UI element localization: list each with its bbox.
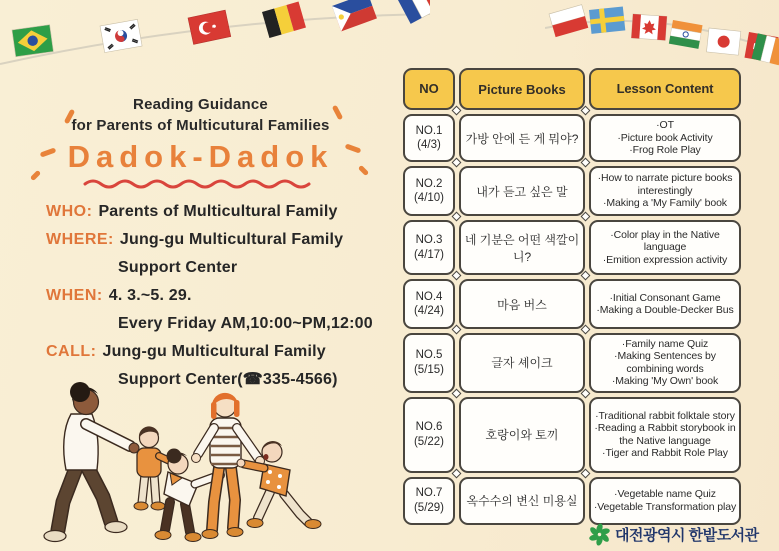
info-when: [46, 282, 401, 310]
table-row: [403, 333, 741, 393]
library-logo: [588, 523, 759, 546]
info-where: [46, 226, 401, 254]
info-who-text: Parents of Multicultural Family: [98, 203, 338, 220]
row-date: (4/17): [413, 248, 445, 261]
row-no: NO.2: [415, 177, 443, 190]
library-name: 대전광역시 한밭도서관: [615, 527, 759, 544]
info-when-label: WHEN:: [46, 287, 103, 304]
row-date: (5/15): [413, 363, 445, 376]
row-no-cell: [403, 220, 455, 275]
info-call: [46, 338, 401, 366]
flag-turkey-icon: [188, 10, 231, 44]
row-book: 가방 안에 든 게 뭐야?: [459, 114, 585, 162]
lesson-table: [403, 68, 741, 525]
row-book: 내가 듣고 싶은 말: [459, 166, 585, 216]
info-when-cont: Every Friday AM,10:00~PM,12:00: [118, 315, 373, 332]
library-pinwheel-icon: [588, 523, 611, 546]
row-no: NO.6: [415, 421, 443, 434]
row-book: 네 기분은 어떤 색깔이니?: [459, 220, 585, 275]
row-no: NO.5: [415, 349, 443, 362]
row-no-cell: [403, 477, 455, 525]
table-row: [403, 279, 741, 329]
row-no: NO.4: [415, 290, 443, 303]
table-row: [403, 397, 741, 473]
row-date: (4/24): [413, 305, 445, 317]
table-row: [403, 166, 741, 216]
info-call-text: Jung-gu Multicultural Family: [102, 343, 326, 360]
title-line2: for Parents of Multicutural Families: [71, 117, 330, 134]
flag-canada-icon: [631, 14, 667, 40]
flag-south-korea-icon: [100, 19, 142, 52]
lesson-table-rows: [403, 114, 741, 525]
row-no-cell: [403, 166, 455, 216]
title-line1: Reading Guidance: [133, 96, 268, 113]
info-where-text: Jung-gu Multicultural Family: [119, 231, 344, 248]
page-title: Dadok-Dadok: [67, 139, 334, 174]
row-no: NO.3: [415, 234, 443, 247]
figure-dad: [44, 382, 139, 542]
row-lessons: ·OT ·Picture book Activity ·Frog Role Play: [589, 114, 741, 162]
row-no-cell: [403, 333, 455, 393]
flag-sweden-icon: [589, 6, 625, 33]
row-no-cell: [403, 114, 455, 162]
title-block: [28, 94, 373, 191]
header-lesson-content: Lesson Content: [589, 68, 741, 110]
flag-france-icon: [398, 0, 430, 24]
row-no-cell: [403, 279, 455, 329]
row-lessons: ·Traditional rabbit folktale story ·Reading a Rabbit storybook in the Native language ·Tiger and Rabbit Role Play: [589, 397, 741, 473]
row-lessons: ·Color play in the Native language ·Emition expression activity: [589, 220, 741, 275]
row-book: 호랑이와 토끼: [459, 397, 585, 473]
flag-poland-icon: [549, 5, 588, 37]
flag-brazil-icon: [12, 25, 53, 57]
row-lessons: ·Vegetable name Quiz ·Vegetable Transformation play: [589, 477, 741, 525]
info-who-label: WHO:: [46, 203, 93, 220]
family-playing-illustration: [18, 372, 340, 551]
row-lessons: ·Family name Quiz ·Making Sentences by combining words ·Making 'My Own' book: [589, 333, 741, 393]
row-date: (4/10): [413, 192, 445, 204]
row-date: (5/22): [413, 435, 445, 448]
table-row: [403, 114, 741, 162]
info-call-cont: Support Center(☎335-4566): [118, 371, 338, 388]
row-no-cell: [403, 397, 455, 473]
info-where-cont: Support Center: [118, 259, 238, 276]
header-no: NO: [403, 68, 455, 110]
row-book: 옥수수의 변신 미용실: [459, 477, 585, 525]
info-when-text: 4. 3.~5. 29.: [108, 287, 192, 304]
flag-india-icon: [669, 20, 703, 49]
row-book: 글자 셰이크: [459, 333, 585, 393]
event-info: [46, 198, 401, 394]
table-header-row: [403, 68, 741, 110]
table-row: [403, 477, 741, 525]
info-where-label: WHERE:: [46, 231, 114, 248]
header-picture-books: Picture Books: [459, 68, 585, 110]
flag-belgium-icon: [262, 2, 306, 38]
info-who: [46, 198, 401, 226]
row-date: (4/3): [417, 139, 441, 151]
info-call-label: CALL:: [46, 343, 97, 360]
row-book: 마음 버스: [459, 279, 585, 329]
table-row: [403, 220, 741, 275]
wavy-underline: [81, 177, 321, 191]
row-no: NO.1: [415, 124, 443, 137]
row-lessons: ·Initial Consonant Game ·Making a Double-Decker Bus: [589, 279, 741, 329]
row-no: NO.7: [415, 487, 443, 500]
row-lessons: ·How to narrate picture books interestingly ·Making a 'My Family' book: [589, 166, 741, 216]
flag-bunting-left: [0, 0, 430, 92]
flag-philippines-icon: [332, 0, 377, 31]
row-date: (5/29): [413, 501, 445, 514]
flag-japan-icon: [706, 28, 740, 55]
